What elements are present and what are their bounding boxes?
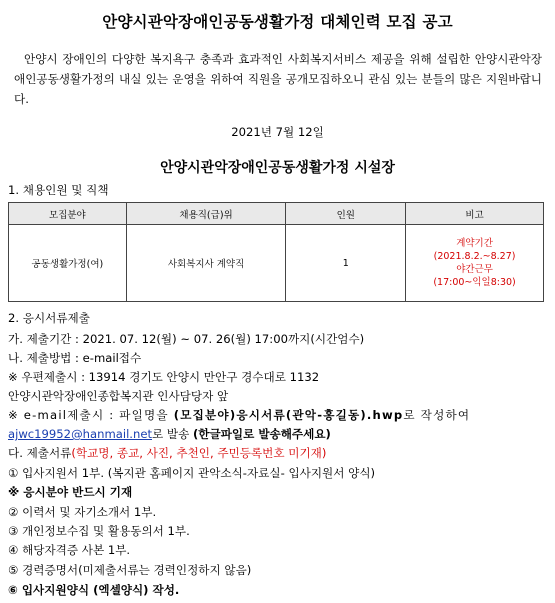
document-item: ⑥ 입사지원양식 (엑셀양식) 작성. bbox=[8, 583, 180, 597]
note-contract-period: (2021.8.2.~8.27) bbox=[433, 251, 516, 262]
note-contract-label: 계약기간 bbox=[456, 238, 493, 249]
submission-period: 가. 제출기간 : 2021. 07. 12(월) ~ 07. 26(월) 17:00까지(시간엄수) bbox=[8, 332, 365, 346]
recruitment-table bbox=[8, 202, 544, 302]
note-night-hours: (17:00~익일8:30) bbox=[433, 277, 516, 288]
issuer: 안양시관악장애인공동생활가정 시설장 bbox=[160, 160, 395, 176]
document-note: ※ 응시분야 반드시 기재 bbox=[8, 485, 133, 499]
document-item: ① 입사지원서 1부. (복지관 홈페이지 관악소식-자료실- 입사지원서 양식) bbox=[8, 466, 376, 480]
email-instruction-suffix: 로 작성하여 bbox=[403, 408, 471, 422]
cell-position: 사회복지사 계약직 bbox=[126, 225, 286, 302]
document-item: ④ 해당자격증 사본 1부. bbox=[8, 543, 131, 557]
email-send-text: 로 발송 bbox=[152, 427, 193, 441]
document-item: ② 이력서 및 자기소개서 1부. bbox=[8, 505, 157, 519]
cell-field: 공동생활가정(여) bbox=[9, 225, 127, 302]
email-instruction-text: ※ e-mail제출시 : 파일명을 bbox=[8, 408, 174, 422]
section-2-heading: 2. 응시서류제출 bbox=[8, 311, 90, 325]
email-instruction bbox=[8, 407, 470, 423]
mail-address: ※ 우편제출시 : 13914 경기도 안양시 만안구 경수대로 1132 bbox=[8, 370, 320, 384]
documents-heading bbox=[8, 445, 326, 461]
hwp-file-notice: (한글파일로 발송해주세요) bbox=[193, 427, 331, 441]
notice-title: 안양시관악장애인공동생활가정 대체인력 모집 공고 bbox=[102, 13, 453, 31]
documents-label: 다. 제출서류 bbox=[8, 446, 72, 460]
document-item: ③ 개인정보수집 및 활용동의서 1부. bbox=[8, 524, 190, 538]
column-header: 채용직(급)위 bbox=[126, 203, 286, 225]
notice-date: 2021년 7월 12일 bbox=[231, 125, 324, 139]
note-night-label: 야간근무 bbox=[456, 264, 493, 275]
table-header-row bbox=[9, 203, 544, 225]
intro-paragraph bbox=[14, 49, 542, 109]
submission-method: 나. 제출방법 : e-mail접수 bbox=[8, 351, 142, 365]
table-row bbox=[9, 225, 544, 302]
column-header: 비고 bbox=[406, 203, 544, 225]
cell-notes bbox=[406, 225, 544, 302]
mail-recipient: 안양시관악장애인종합복지관 인사담당자 앞 bbox=[8, 389, 229, 403]
email-send-line bbox=[8, 426, 331, 442]
file-name-format: (모집분야)응시서류(관악-홍길동).hwp bbox=[173, 408, 404, 422]
cell-count: 1 bbox=[286, 225, 406, 302]
email-link[interactable]: ajwc19952@hanmail.net bbox=[8, 427, 153, 441]
document-item: ⑤ 경력증명서(미제출서류는 경력인정하지 않음) bbox=[8, 563, 252, 577]
intro-text: 안양시 장애인의 다양한 복지욕구 충족과 효과적인 사회복지서비스 제공을 위해 설립한 안양시관악장애인공동생활가정의 내실 있는 운영을 위하여 직원을 공개모집하오니 관심 있는 분들의 많은 지원바랍니다. bbox=[14, 52, 542, 106]
column-header: 인원 bbox=[286, 203, 406, 225]
section-1-heading: 1. 채용인원 및 직책 bbox=[8, 183, 109, 197]
column-header: 모집분야 bbox=[9, 203, 127, 225]
documents-exclusion-note: (학교명, 종교, 사진, 추천인, 주민등록번호 미기재) bbox=[71, 446, 327, 460]
